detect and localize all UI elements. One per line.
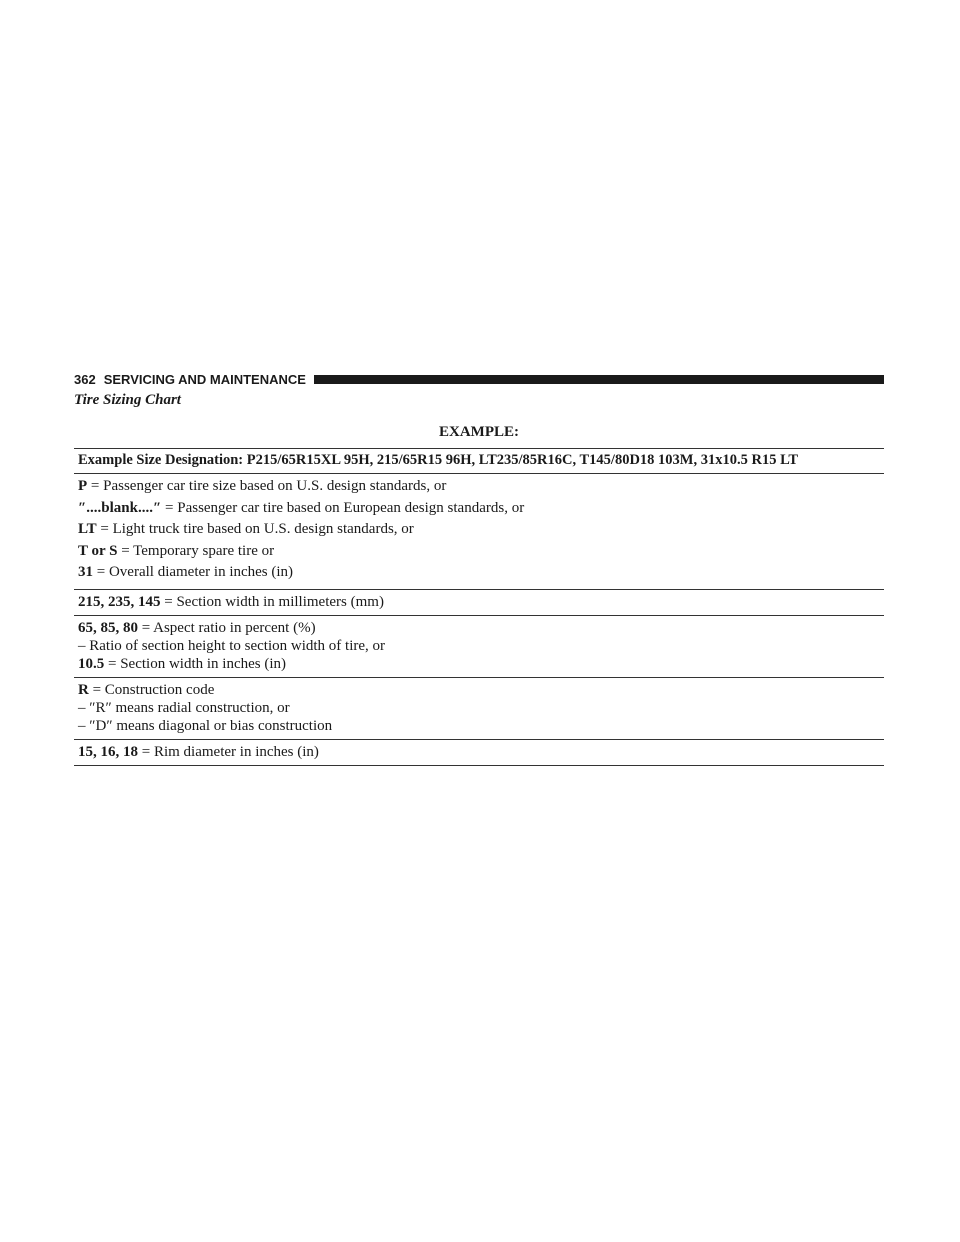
table-row-group [74,474,884,589]
header-rule [314,375,884,384]
table-row [78,619,884,637]
size-code: R [78,681,89,698]
table-row [78,542,884,560]
chart-title: Tire Sizing Chart [74,392,181,408]
tire-sizing-table [74,448,884,766]
table-row [78,681,884,699]
section-title: SERVICING AND MAINTENANCE [103,371,306,387]
example-heading: EXAMPLE: [439,424,519,440]
size-description: – Ratio of section height to section width of tire, or [78,637,386,654]
size-code: 10.5 [78,655,105,672]
table-row [78,563,884,581]
table-row [78,699,884,717]
size-code: 31 [78,564,93,580]
size-description: = Overall diameter in inches (in) [93,564,294,580]
table-body [74,473,884,766]
table-row [78,499,884,517]
example-designation: Example Size Designation: P215/65R15XL 95H, 215/65R15 96H, LT235/85R16C, T145/80D18 103M, 31x10.5 R15 LT [78,452,799,468]
table-row [78,743,884,761]
size-description: – ″R″ means radial construction, or [78,699,290,716]
size-description: = Section width in millimeters (mm) [160,593,384,610]
size-description: = Aspect ratio in percent (%) [138,619,316,636]
page-number: 362 [74,371,96,387]
table-row-group [74,678,884,739]
size-description: = Passenger car tire size based on U.S. design standards, or [87,478,447,494]
size-code: P [78,478,88,494]
size-description: = Light truck tire based on U.S. design standards, or [96,521,414,537]
size-description: = Temporary spare tire or [117,542,275,559]
table-row-group [74,740,884,765]
size-code: 65, 85, 80 [78,619,138,636]
size-description: = Construction code [88,681,215,698]
table-rule [74,765,884,766]
size-description: = Passenger car tire based on European design standards, or [161,499,525,516]
size-code: T or S [78,542,118,559]
size-code: 215, 235, 145 [78,593,161,610]
table-row-group [74,616,884,677]
size-description: – ″D″ means diagonal or bias construction [78,717,333,734]
table-row [78,655,884,673]
size-code: LT [78,521,97,537]
size-description: = Section width in inches (in) [104,655,287,672]
table-row-group [74,590,884,615]
table-row [78,593,884,611]
size-description: = Rim diameter in inches (in) [138,743,319,760]
table-row [78,717,884,735]
table-row [78,477,884,495]
size-code: ″....blank....″ [78,499,162,516]
page-header [74,368,884,390]
table-row [78,637,884,655]
size-code: 15, 16, 18 [78,743,138,760]
table-row [78,520,884,538]
